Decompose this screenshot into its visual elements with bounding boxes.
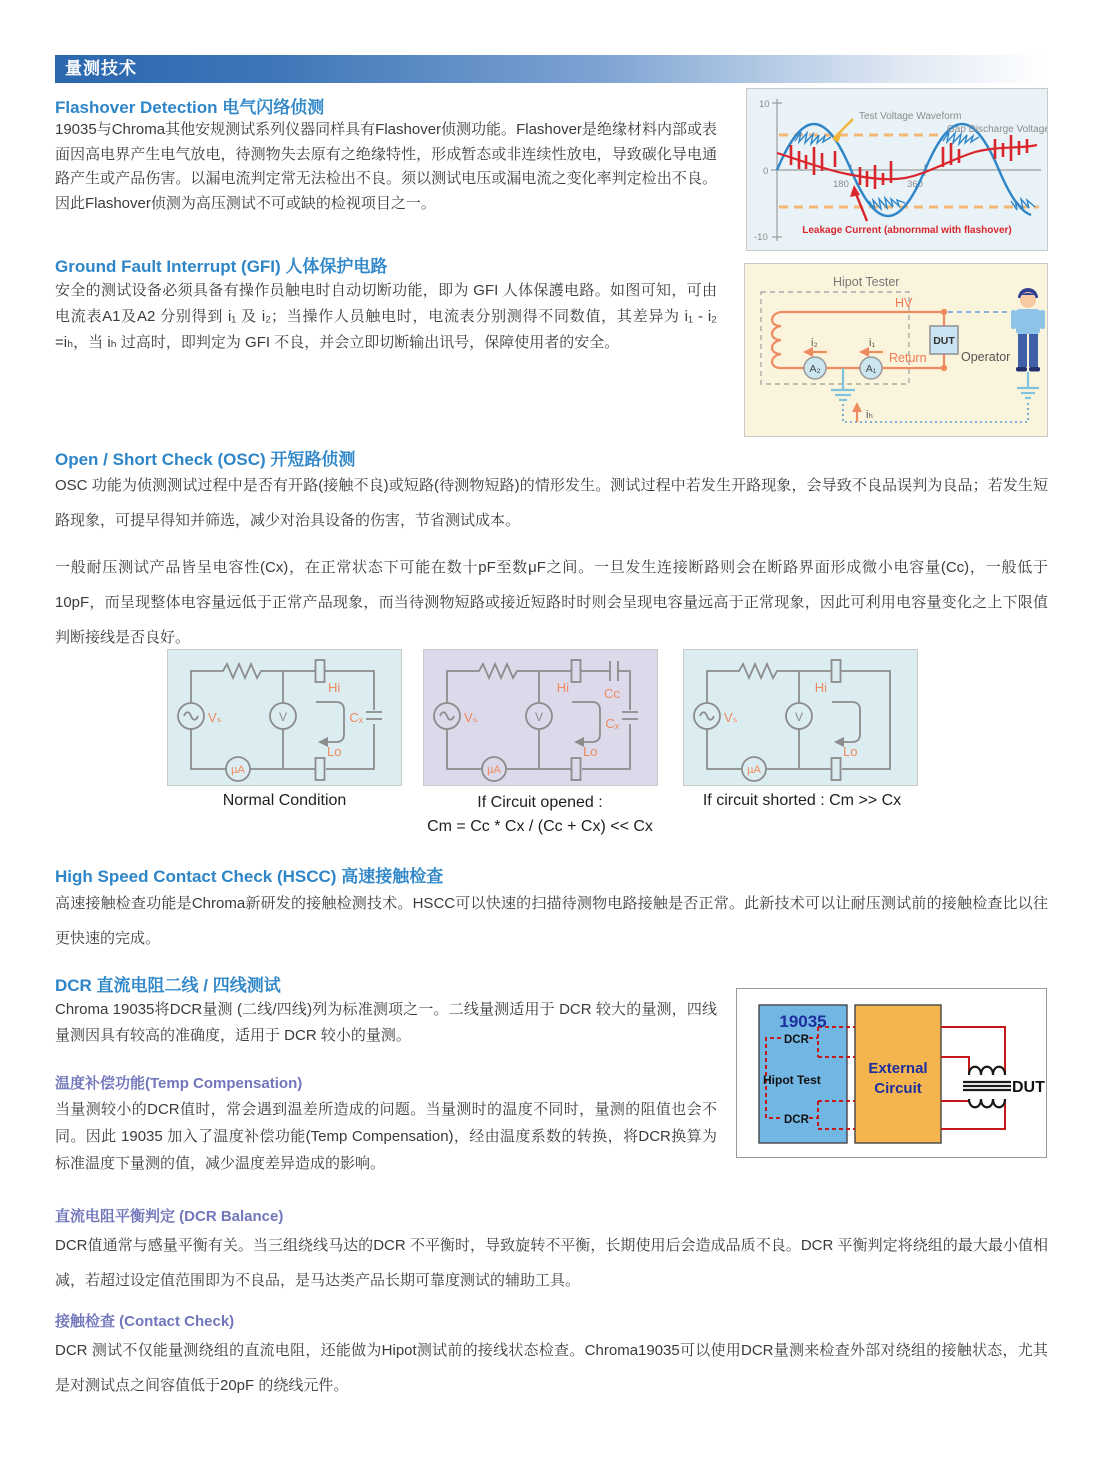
lo-label: Lo bbox=[843, 744, 858, 759]
osc-body1: OSC 功能为侦测测试过程中是否有开路(接触不良)或短路(待测物短路)的情形发生。测试过程中若发生开路现象，会导致不良品误判为良品；若发生短路现象，可提早得知并筛选，减少对治具设备的伤害，节省测试成本。 bbox=[55, 477, 1048, 529]
chart-ytick-0: 0 bbox=[763, 166, 769, 177]
transformer-icon bbox=[963, 1067, 1011, 1108]
contact-check-body: DCR 测试不仅能量测绕组的直流电阻，还能做为Hipot测试前的接线状态检查。Chroma19035可以使用DCR量测来检查外部对绕组的接触状态，尤其是对测试点之间容值低于20pF 的绕线元件。 bbox=[55, 1342, 1048, 1394]
osc-opened-caption1: If Circuit opened : bbox=[477, 794, 603, 811]
model-label: 19035 bbox=[779, 1012, 827, 1031]
i2-label: i₂ bbox=[811, 337, 818, 349]
vs-label: Vₛ bbox=[464, 710, 478, 725]
dut-label: DUT bbox=[933, 335, 955, 347]
voltmeter-label: V bbox=[278, 710, 288, 724]
osc-normal-diagram bbox=[168, 650, 401, 785]
hipot-test-label: Hipot Test bbox=[763, 1073, 821, 1087]
dcr-diagram bbox=[737, 989, 1046, 1157]
lo-label: Lo bbox=[327, 744, 342, 759]
hi-label: Hi bbox=[814, 680, 827, 695]
a2-label: A₂ bbox=[809, 363, 821, 375]
osc-opened-caption2: Cm = Cc * Cx / (Cc + Cx) << Cx bbox=[427, 818, 653, 835]
ih-label: iₕ bbox=[866, 409, 873, 421]
contact-check-title: 接触检查 (Contact Check) bbox=[55, 1313, 235, 1330]
gfi-title: Ground Fault Interrupt (GFI) 人体保护电路 bbox=[55, 257, 388, 276]
osc-normal-caption: Normal Condition bbox=[222, 792, 347, 809]
section-header-bar bbox=[55, 55, 1048, 83]
i1-arrow-icon bbox=[859, 347, 869, 357]
temp-comp-title: 温度补偿功能(Temp Compensation) bbox=[55, 1075, 303, 1092]
operator-label: Operator bbox=[961, 350, 1011, 364]
dcr-diagram-panel bbox=[736, 988, 1047, 1158]
chart-xtick-180: 180 bbox=[833, 179, 849, 190]
return-label: Return bbox=[889, 351, 927, 365]
dcr-bottom-label: DCR bbox=[784, 1114, 809, 1126]
hipot-tester-box bbox=[761, 292, 909, 384]
cc-label: Cc bbox=[604, 686, 620, 701]
hscc-title: High Speed Contact Check (HSCC) 高速接触检查 bbox=[55, 867, 444, 886]
cx-label: Cₓ bbox=[605, 716, 619, 731]
osc-body2: 一般耐压测试产品皆呈电容性(Cx)，在正常状态下可能在数十pF至数μF之间。一旦发生连接断路则会在断路界面形成微小电容量(Cc)，一般低于10pF，而呈现整体电容量远低于正常产品现象，而当待测物短路或接近短路时时则会呈现电容量远高于正常现象，因此可利用电容量变化之上下限值判断接线是否良好。 bbox=[55, 559, 1048, 646]
osc-shorted-caption: If circuit shorted : Cm >> Cx bbox=[702, 792, 902, 809]
dut-label: DUT bbox=[1012, 1079, 1045, 1096]
dcr-balance-title: 直流电阻平衡判定 (DCR Balance) bbox=[55, 1208, 284, 1225]
osc-opened-diagram bbox=[424, 650, 657, 785]
external-label-2: Circuit bbox=[874, 1080, 922, 1097]
ua-label: µA bbox=[231, 764, 245, 776]
temp-comp-body: 当量测较小的DCR值时，常会遇到温差所造成的问题。当量测时的温度不同时，量测的阻值也会不同。因此 19035 加入了温度补偿功能(Temp Compensation)，经由温度系数的转换，将DCR换算为标准温度下量测的值，减少温度差异造成的影响。 bbox=[55, 1101, 717, 1172]
dcr-top-label: DCR bbox=[784, 1034, 809, 1046]
vs-label: Vₛ bbox=[724, 710, 738, 725]
ih-arrow-icon bbox=[852, 402, 862, 412]
flashover-chart-panel bbox=[746, 88, 1048, 251]
section-header-title: 量测技术 bbox=[65, 59, 137, 78]
gfi-body: 安全的测试设备必须具备有操作员触电时自动切断功能，即为 GFI 人体保護电路。如图可知，可由电流表A1及A2 分别得到 i₁ 及 i₂；当操作人员触电时，电流表分别测得不同数值，其差异为 i₁ - i₂ =iₕ，当 iₕ 过高时，即判定为 GFI 不良，并会立即切断输出讯号，保障使用者的安全。 bbox=[55, 282, 717, 351]
a1-label: A₁ bbox=[865, 363, 877, 375]
operator-figure bbox=[1011, 288, 1045, 372]
ua-label: µA bbox=[747, 764, 761, 776]
osc-opened-panel bbox=[423, 649, 658, 786]
ua-label: µA bbox=[487, 764, 501, 776]
flashover-title: Flashover Detection 电气闪络侦测 bbox=[55, 98, 325, 117]
hipot-tester-label: Hipot Tester bbox=[833, 275, 900, 289]
flashover-body: 19035与Chroma其他安规测试系列仪器同样具有Flashover侦测功能。Flashover是绝缘材料内部或表面因高电界产生电气放电，待测物失去原有之绝缘特性，形成暂态或非连续性放电，导致碳化导电通路产生或产品伤害。以漏电流判定常无法检出不良。须以测试电压或漏电流之变化率判定检出不良。因此Flashover侦测为高压测试不可或缺的检视项目之一。 bbox=[55, 121, 717, 212]
vs-label: Vₛ bbox=[208, 710, 222, 725]
leakage-label: Leakage Current (abnornmal with flashover) bbox=[802, 225, 1012, 236]
voltmeter-label: V bbox=[794, 710, 804, 724]
external-label-1: External bbox=[868, 1060, 928, 1077]
osc-title: Open / Short Check (OSC) 开短路侦测 bbox=[55, 450, 356, 469]
hscc-body: 高速接触检查功能是Chroma新研发的接触检测技术。HSCC可以快速的扫描待测物电路接触是否正常。此新技术可以让耐压测试前的接触检查比以往更快速的完成。 bbox=[55, 895, 1048, 947]
test-voltage-label: Test Voltage Waveform bbox=[859, 111, 962, 122]
gap-discharge-label: Gap Discharge Voltage bbox=[947, 124, 1047, 135]
flashover-waveform-chart bbox=[747, 89, 1047, 250]
osc-shorted-diagram bbox=[684, 650, 917, 785]
i1-label: i₁ bbox=[869, 337, 876, 349]
hi-label: Hi bbox=[328, 680, 341, 695]
voltmeter-label: V bbox=[534, 710, 544, 724]
lo-label: Lo bbox=[583, 744, 598, 759]
coil-icon bbox=[772, 312, 781, 368]
osc-normal-panel bbox=[167, 649, 402, 786]
dcr-title: DCR 直流电阻二线 / 四线测试 bbox=[55, 976, 281, 995]
osc-shorted-panel bbox=[683, 649, 918, 786]
chart-ytick-10: 10 bbox=[759, 99, 770, 110]
gfi-diagram bbox=[745, 264, 1047, 436]
dcr-balance-body: DCR值通常与感量平衡有关。当三组绕线马达的DCR 不平衡时，导致旋转不平衡，长期使用后会造成品质不良。DCR 平衡判定将绕组的最大最小值相减，若超过设定值范围即为不良品，是马达类产品长期可靠度测试的辅助工具。 bbox=[55, 1237, 1048, 1289]
hi-label: Hi bbox=[556, 680, 569, 695]
dcr-body: Chroma 19035将DCR量测 (二线/四线)列为标准测项之一。二线量测适用于 DCR 较大的量测，四线量测因具有较高的准确度，适用于 DCR 较小的量测。 bbox=[55, 1001, 717, 1044]
chart-ytick-n10: -10 bbox=[754, 232, 768, 243]
hv-label: HV bbox=[895, 296, 913, 310]
chart-xtick-360: 360 bbox=[907, 179, 923, 190]
gfi-diagram-panel bbox=[744, 263, 1048, 437]
cx-label: Cₓ bbox=[349, 710, 363, 725]
